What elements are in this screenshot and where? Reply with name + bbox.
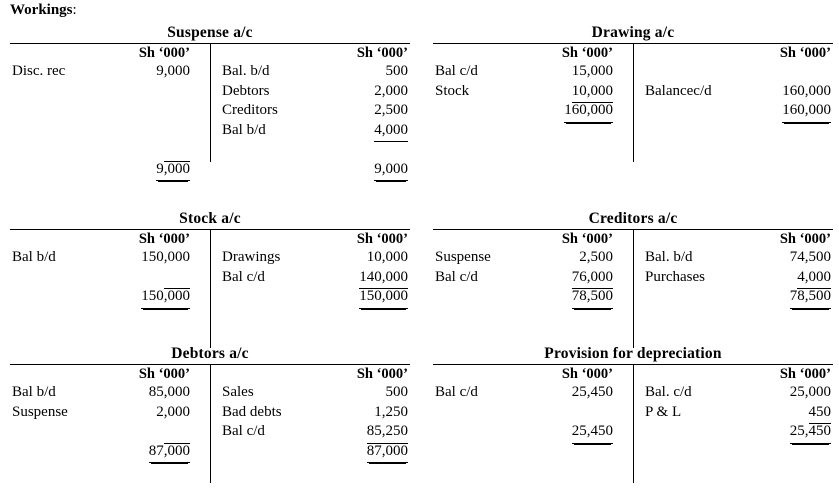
ledger-row-amount bbox=[551, 287, 627, 307]
ledger-row-description: Suspense bbox=[435, 249, 491, 265]
ledger-row-description bbox=[220, 287, 346, 307]
ledger-row-amount bbox=[346, 248, 410, 268]
ledger-row-amount bbox=[128, 62, 204, 82]
currency-header bbox=[10, 230, 204, 248]
ledger-row-description bbox=[10, 287, 128, 307]
ledger-row-description: Bal c/d bbox=[435, 384, 478, 400]
ledger-row-description: Bal b/d bbox=[12, 249, 56, 265]
amount-value: 9,000 bbox=[156, 63, 190, 79]
ledger-row-description bbox=[10, 160, 128, 180]
currency-header-label: Sh ‘000’ bbox=[561, 366, 613, 382]
ledger-row bbox=[10, 160, 204, 180]
ledger-row-description bbox=[643, 422, 769, 442]
ledger-row bbox=[433, 422, 627, 442]
ledger-row bbox=[220, 287, 410, 307]
ledger-row-description bbox=[433, 422, 551, 442]
account-right-side bbox=[210, 230, 410, 348]
ledger-row-amount bbox=[128, 422, 204, 442]
ledger-row-description: Suspense bbox=[12, 403, 68, 420]
ledger-row-description: Balancec/d bbox=[645, 82, 712, 99]
ledger-account-creditors bbox=[433, 210, 833, 348]
ledger-row bbox=[433, 403, 627, 423]
ledger-row-description: Bal. b/d bbox=[645, 249, 693, 265]
ledger-row-amount bbox=[769, 287, 833, 307]
account-left-side bbox=[433, 44, 633, 162]
workings-label: Workings bbox=[10, 2, 73, 18]
account-title: Provision for depreciation bbox=[544, 345, 722, 362]
ledger-row-amount bbox=[346, 422, 410, 442]
ledger-row bbox=[220, 403, 410, 423]
ledger-row bbox=[433, 82, 627, 102]
amount-value bbox=[164, 140, 190, 162]
ledger-row-description bbox=[220, 160, 346, 180]
ledger-row-amount bbox=[128, 268, 204, 288]
ledger-row bbox=[433, 248, 627, 268]
amount-value: 160,000 bbox=[782, 101, 831, 123]
ledger-row-amount bbox=[551, 422, 627, 442]
ledger-row-description: Bal b/d bbox=[12, 384, 56, 400]
ledger-row-amount bbox=[128, 101, 204, 121]
ledger-row-description bbox=[220, 140, 346, 160]
ledger-row bbox=[10, 403, 204, 423]
account-title: Suspense a/c bbox=[167, 24, 253, 41]
ledger-row-description bbox=[10, 82, 128, 102]
ledger-row bbox=[220, 422, 410, 442]
ledger-row-amount bbox=[551, 62, 627, 82]
ledger-row-amount bbox=[346, 442, 410, 462]
ledger-row-description bbox=[10, 121, 128, 141]
ledger-row bbox=[433, 62, 627, 82]
ledger-row-amount bbox=[346, 62, 410, 82]
account-right-side bbox=[633, 365, 833, 483]
currency-header bbox=[643, 230, 833, 248]
currency-header bbox=[433, 44, 627, 62]
workings-colon: : bbox=[72, 2, 77, 18]
ledger-row-amount bbox=[769, 248, 833, 268]
ledger-row-description bbox=[433, 101, 551, 121]
ledger-row-amount bbox=[128, 383, 204, 403]
amount-value: 87,000 bbox=[367, 442, 408, 464]
account-body bbox=[433, 365, 833, 483]
amount-value bbox=[164, 268, 190, 290]
account-title: Stock a/c bbox=[179, 210, 241, 227]
ledger-row bbox=[10, 62, 204, 82]
ledger-row-amount bbox=[128, 160, 204, 180]
ledger-row-amount bbox=[346, 140, 410, 160]
account-body bbox=[433, 230, 833, 348]
ledger-row-description: Stock bbox=[435, 82, 470, 99]
ledger-row-amount bbox=[128, 248, 204, 268]
currency-header-label: Sh ‘000’ bbox=[356, 231, 408, 247]
ledger-row-amount bbox=[551, 383, 627, 403]
amount-value: 150,000 bbox=[141, 287, 190, 309]
currency-header bbox=[643, 44, 833, 62]
amount-value: 15,000 bbox=[571, 63, 613, 79]
currency-header bbox=[220, 230, 410, 248]
currency-header bbox=[10, 44, 204, 62]
ledger-row-amount bbox=[346, 268, 410, 288]
amount-value: 450 bbox=[809, 403, 832, 425]
ledger-row-description: P & L bbox=[645, 403, 682, 420]
amount-value: 85,250 bbox=[367, 422, 408, 444]
amount-value: 78,500 bbox=[572, 287, 613, 309]
amount-value: 1,250 bbox=[374, 403, 408, 420]
account-right-side bbox=[210, 44, 410, 177]
ledger-row bbox=[433, 268, 627, 288]
ledger-row-amount bbox=[346, 403, 410, 423]
ledger-row-description: Bal c/d bbox=[222, 423, 265, 439]
ledger-row-description bbox=[643, 101, 769, 121]
ledger-row bbox=[433, 383, 627, 403]
currency-header-label: Sh ‘000’ bbox=[779, 231, 831, 247]
ledger-row bbox=[10, 268, 204, 288]
ledger-row-amount bbox=[128, 403, 204, 423]
currency-header bbox=[643, 365, 833, 383]
account-right-side bbox=[633, 230, 833, 348]
ledger-row bbox=[10, 383, 204, 403]
amount-value: 74,500 bbox=[789, 249, 831, 265]
account-left-side bbox=[433, 365, 633, 483]
ledger-row bbox=[220, 383, 410, 403]
amount-value: 2,500 bbox=[374, 102, 408, 118]
ledger-row-amount bbox=[346, 160, 410, 180]
amount-value: 2,000 bbox=[156, 403, 190, 420]
amount-value: 150,000 bbox=[141, 249, 190, 265]
account-body bbox=[10, 44, 410, 177]
currency-header bbox=[433, 365, 627, 383]
amount-value: 140,000 bbox=[359, 268, 408, 290]
ledger-row-amount bbox=[551, 268, 627, 288]
ledger-row-amount bbox=[346, 121, 410, 141]
ledger-row-description bbox=[10, 268, 128, 288]
account-body bbox=[10, 365, 410, 483]
amount-value: 87,000 bbox=[149, 442, 190, 464]
amount-value: 25,450 bbox=[572, 422, 613, 444]
account-title: Drawing a/c bbox=[591, 24, 675, 41]
ledger-row-amount bbox=[128, 140, 204, 160]
ledger-row-amount bbox=[551, 101, 627, 121]
ledger-row-description bbox=[10, 422, 128, 442]
amount-value: 150,000 bbox=[359, 287, 408, 309]
ledger-row-amount bbox=[769, 422, 833, 442]
currency-header bbox=[220, 44, 410, 62]
currency-header-label: Sh ‘000’ bbox=[561, 231, 613, 247]
ledger-row bbox=[10, 422, 204, 442]
ledger-row bbox=[10, 82, 204, 102]
ledger-row-amount bbox=[551, 248, 627, 268]
ledger-row bbox=[643, 403, 833, 423]
ledger-row-amount bbox=[128, 442, 204, 462]
account-left-side bbox=[433, 230, 633, 348]
ledger-row-description: Debtors bbox=[222, 82, 270, 99]
ledger-row-amount bbox=[346, 101, 410, 121]
ledger-row bbox=[220, 62, 410, 82]
ledger-row bbox=[220, 101, 410, 121]
ledger-row bbox=[10, 287, 204, 307]
amount-value: 10,000 bbox=[366, 249, 408, 265]
ledger-row bbox=[220, 268, 410, 288]
ledger-row bbox=[643, 287, 833, 307]
ledger-row bbox=[10, 442, 204, 462]
amount-value: 2,500 bbox=[579, 249, 613, 265]
ledger-row-amount bbox=[346, 287, 410, 307]
ledger-account-provision bbox=[433, 345, 833, 483]
page-title bbox=[10, 2, 77, 19]
ledger-row-amount bbox=[128, 82, 204, 102]
ledger-row-description bbox=[643, 62, 769, 82]
ledger-row-amount bbox=[128, 121, 204, 141]
amount-value: 78,500 bbox=[790, 287, 831, 309]
ledger-row bbox=[643, 383, 833, 403]
ledger-row bbox=[643, 101, 833, 121]
ledger-row-description bbox=[433, 403, 551, 423]
ledger-row-amount bbox=[346, 82, 410, 102]
amount-value: 160,000 bbox=[782, 82, 831, 99]
ledger-account-drawing bbox=[433, 24, 833, 162]
amount-value: 500 bbox=[385, 63, 408, 79]
currency-header-label: Sh ‘000’ bbox=[779, 45, 831, 61]
ledger-row bbox=[643, 82, 833, 102]
ledger-account-stock bbox=[10, 210, 410, 348]
ledger-account-suspense bbox=[10, 24, 410, 177]
ledger-row-description bbox=[220, 442, 346, 462]
currency-header-label: Sh ‘000’ bbox=[779, 366, 831, 382]
amount-value: 9,000 bbox=[156, 160, 190, 182]
currency-header-label: Sh ‘000’ bbox=[356, 45, 408, 61]
ledger-row bbox=[220, 140, 410, 160]
currency-header bbox=[10, 365, 204, 383]
ledger-row bbox=[643, 248, 833, 268]
ledger-row-description: Creditors bbox=[222, 102, 278, 118]
ledger-row-description bbox=[10, 140, 128, 160]
ledger-row-description: Sales bbox=[222, 384, 254, 400]
ledger-row-description: Bal. b/d bbox=[222, 63, 270, 79]
ledger-row-description: Drawings bbox=[222, 249, 281, 265]
ledger-row-description: Bal c/d bbox=[222, 268, 265, 285]
account-body bbox=[10, 230, 410, 348]
amount-value: 9,000 bbox=[374, 160, 408, 182]
account-left-side bbox=[10, 230, 210, 348]
ledger-row-amount bbox=[769, 383, 833, 403]
ledger-row-description bbox=[643, 287, 769, 307]
account-body bbox=[433, 44, 833, 162]
ledger-row-amount bbox=[769, 62, 833, 82]
currency-header-label: Sh ‘000’ bbox=[561, 45, 613, 61]
ledger-row-description bbox=[10, 101, 128, 121]
ledger-row-amount bbox=[346, 383, 410, 403]
ledger-row bbox=[643, 268, 833, 288]
account-right-side bbox=[210, 365, 410, 483]
ledger-row-description: Disc. rec bbox=[12, 63, 66, 79]
amount-value: 25,450 bbox=[790, 422, 831, 444]
ledger-row bbox=[220, 160, 410, 180]
ledger-row-amount bbox=[769, 101, 833, 121]
account-right-side bbox=[633, 44, 833, 162]
amount-value: 160,000 bbox=[564, 101, 613, 123]
currency-header-label: Sh ‘000’ bbox=[138, 366, 190, 382]
amount-value: 4,000 bbox=[374, 121, 408, 143]
ledger-row-description bbox=[10, 442, 128, 462]
ledger-row-description: Purchases bbox=[645, 268, 705, 285]
ledger-row-amount bbox=[128, 287, 204, 307]
account-left-side bbox=[10, 365, 210, 483]
account-title: Debtors a/c bbox=[171, 345, 249, 362]
ledger-row-description: Bad debts bbox=[222, 403, 282, 420]
ledger-row-amount bbox=[769, 268, 833, 288]
ledger-account-debtors bbox=[10, 345, 410, 483]
amount-value: 76,000 bbox=[572, 268, 613, 290]
ledger-row bbox=[10, 121, 204, 141]
currency-header-label: Sh ‘000’ bbox=[138, 45, 190, 61]
account-title: Creditors a/c bbox=[588, 210, 678, 227]
ledger-row bbox=[643, 422, 833, 442]
currency-header bbox=[220, 365, 410, 383]
ledger-row bbox=[10, 101, 204, 121]
ledger-row-description: Bal c/d bbox=[435, 268, 478, 285]
amount-value: 25,450 bbox=[571, 384, 613, 400]
amount-value: 4,000 bbox=[797, 268, 831, 290]
currency-header bbox=[433, 230, 627, 248]
ledger-row bbox=[220, 442, 410, 462]
ledger-row-amount bbox=[769, 403, 833, 423]
amount-value: 25,000 bbox=[789, 384, 831, 400]
ledger-row-amount bbox=[551, 403, 627, 423]
ledger-row-amount bbox=[551, 82, 627, 102]
ledger-row bbox=[433, 101, 627, 121]
ledger-row bbox=[10, 140, 204, 160]
ledger-row-description: Bal c/d bbox=[435, 63, 478, 79]
ledger-row bbox=[220, 121, 410, 141]
amount-value: 10,000 bbox=[572, 82, 613, 104]
currency-header-label: Sh ‘000’ bbox=[356, 366, 408, 382]
ledger-row bbox=[10, 248, 204, 268]
amount-value bbox=[164, 422, 190, 444]
amount-value: 2,000 bbox=[374, 82, 408, 99]
ledger-row bbox=[433, 287, 627, 307]
ledger-row-description: Bal b/d bbox=[222, 121, 266, 138]
ledger-row-amount bbox=[769, 82, 833, 102]
currency-header-label: Sh ‘000’ bbox=[138, 231, 190, 247]
ledger-row-description: Bal. c/d bbox=[645, 384, 692, 400]
amount-value: 85,000 bbox=[148, 384, 190, 400]
ledger-row bbox=[220, 248, 410, 268]
ledger-row bbox=[220, 82, 410, 102]
amount-value: 500 bbox=[385, 384, 408, 400]
ledger-row bbox=[643, 62, 833, 82]
ledger-row-description bbox=[433, 287, 551, 307]
account-left-side bbox=[10, 44, 210, 177]
